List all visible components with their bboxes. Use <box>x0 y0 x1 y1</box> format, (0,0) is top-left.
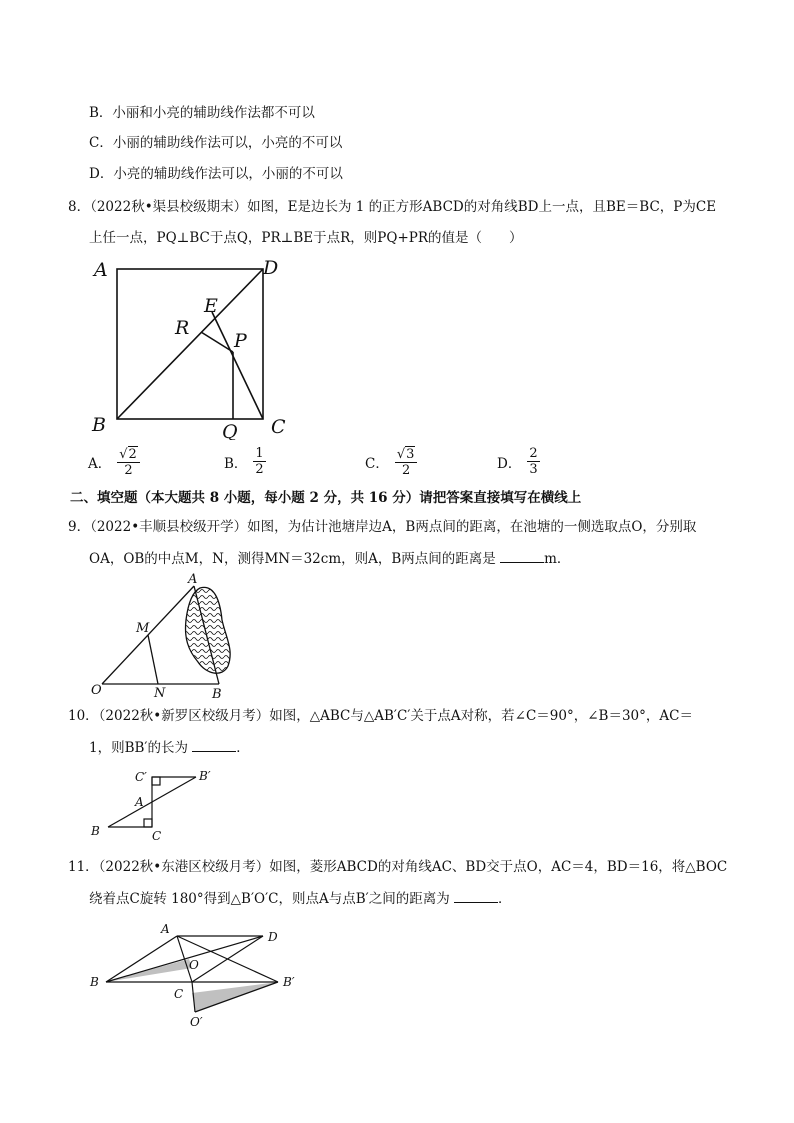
question-8-line-1: 8．（2022秋•渠县校级期末）如图，E是边长为 1 的正方形ABCD的对角线BD上一点，且BE＝BC，P为CE <box>68 199 717 215</box>
label-r: R <box>175 317 190 339</box>
label-b: B <box>92 414 106 436</box>
option-c-radicand: 3 <box>406 447 415 462</box>
label-b: B <box>90 975 99 989</box>
section-heading-fill-in: 二、填空题（本大题共 8 小题，每小题 2 分，共 16 分）请把答案直接填写在横线上 <box>70 490 582 506</box>
question-11-line-2 <box>89 890 512 908</box>
option-b <box>224 446 266 477</box>
question-10-text: 1，则BB′的长为 <box>89 740 188 756</box>
label-a: A <box>135 795 144 809</box>
label-n: N <box>154 686 166 701</box>
question-10-line-2 <box>89 739 250 757</box>
option-d-text: D．小亮的辅助线作法可以，小丽的不可以 <box>89 166 343 182</box>
label-a: A <box>94 259 108 281</box>
question-8-options <box>88 446 648 482</box>
answer-blank[interactable] <box>192 739 236 752</box>
option-a: A． √ 2 2 <box>88 446 140 478</box>
question-8-line-2: 上任一点，PQ⊥BC于点Q，PR⊥BE于点R，则PQ+PR的值是（ ） <box>89 230 523 246</box>
question-9-text: OA，OB的中点M，N，测得MN＝32cm，则A，B两点间的距离是 <box>89 551 496 567</box>
option-c-text: C．小丽的辅助线作法可以，小亮的不可以 <box>89 135 343 151</box>
question-9-unit: m． <box>544 551 571 567</box>
label-b-prime: B′ <box>199 769 211 783</box>
answer-blank[interactable] <box>500 550 544 563</box>
label-p: P <box>234 330 247 352</box>
option-b-denominator: 2 <box>255 462 264 477</box>
label-d: D <box>268 930 278 944</box>
option-d-label: D． <box>497 455 522 472</box>
label-o: O <box>91 683 102 698</box>
label-c: C <box>152 829 162 843</box>
option-b-numerator: 1 <box>255 446 264 461</box>
label-e: E <box>204 295 218 317</box>
figure-pond <box>88 570 238 702</box>
option-a-radicand: 2 <box>128 447 137 462</box>
question-9-line-1: 9．（2022•丰顺县校级开学）如图，为估计池塘岸边A，B两点间的距离，在池塘的一侧选取点O，分别取 <box>68 519 697 535</box>
option-a-denominator: 2 <box>124 463 133 478</box>
question-11-line-1: 11．（2022秋•东港区校级月考）如图，菱形ABCD的对角线AC、BD交于点O，AC＝4，BD＝16，将△BOC <box>68 859 728 875</box>
label-m: M <box>136 621 150 636</box>
option-d-denominator: 3 <box>529 462 538 477</box>
option-c: C． √ 3 2 <box>365 446 417 478</box>
option-c-denominator: 2 <box>401 463 411 478</box>
label-q: Q <box>222 421 238 440</box>
label-d: D <box>263 257 279 279</box>
option-a-label: A． <box>88 456 112 472</box>
option-b-label: B． <box>224 455 248 472</box>
label-b: B <box>212 687 222 702</box>
figure-square-abcd <box>86 254 296 440</box>
option-b-text: B．小丽和小亮的辅助线作法都不可以 <box>89 105 315 121</box>
label-c-prime: C′ <box>135 770 147 784</box>
figure-symmetric-triangles <box>88 763 218 843</box>
answer-blank[interactable] <box>454 890 498 903</box>
label-a: A <box>188 572 198 587</box>
option-d-numerator: 2 <box>529 446 538 461</box>
question-9-line-2 <box>89 550 570 568</box>
label-a: A <box>161 922 170 936</box>
option-c-label: C． <box>365 456 389 472</box>
label-o-prime: O′ <box>190 1015 203 1029</box>
label-c: C <box>271 416 286 438</box>
label-o: O <box>189 958 199 972</box>
question-10-line-1: 10．（2022秋•新罗区校级月考）如图，△ABC与△AB′C′关于点A对称，若∠C＝90°，∠B＝30°，AC＝ <box>68 708 693 724</box>
question-11-period: ． <box>498 891 512 907</box>
label-b-prime: B′ <box>283 975 295 989</box>
question-10-period: ． <box>236 740 250 756</box>
label-c: C <box>174 987 184 1001</box>
figure-rhombus-rotation <box>88 916 308 1032</box>
question-11-text: 绕着点C旋转 180°得到△B′O′C，则点A与点B′之间的距离为 <box>89 891 450 907</box>
label-b: B <box>91 824 100 838</box>
option-d <box>497 446 540 477</box>
